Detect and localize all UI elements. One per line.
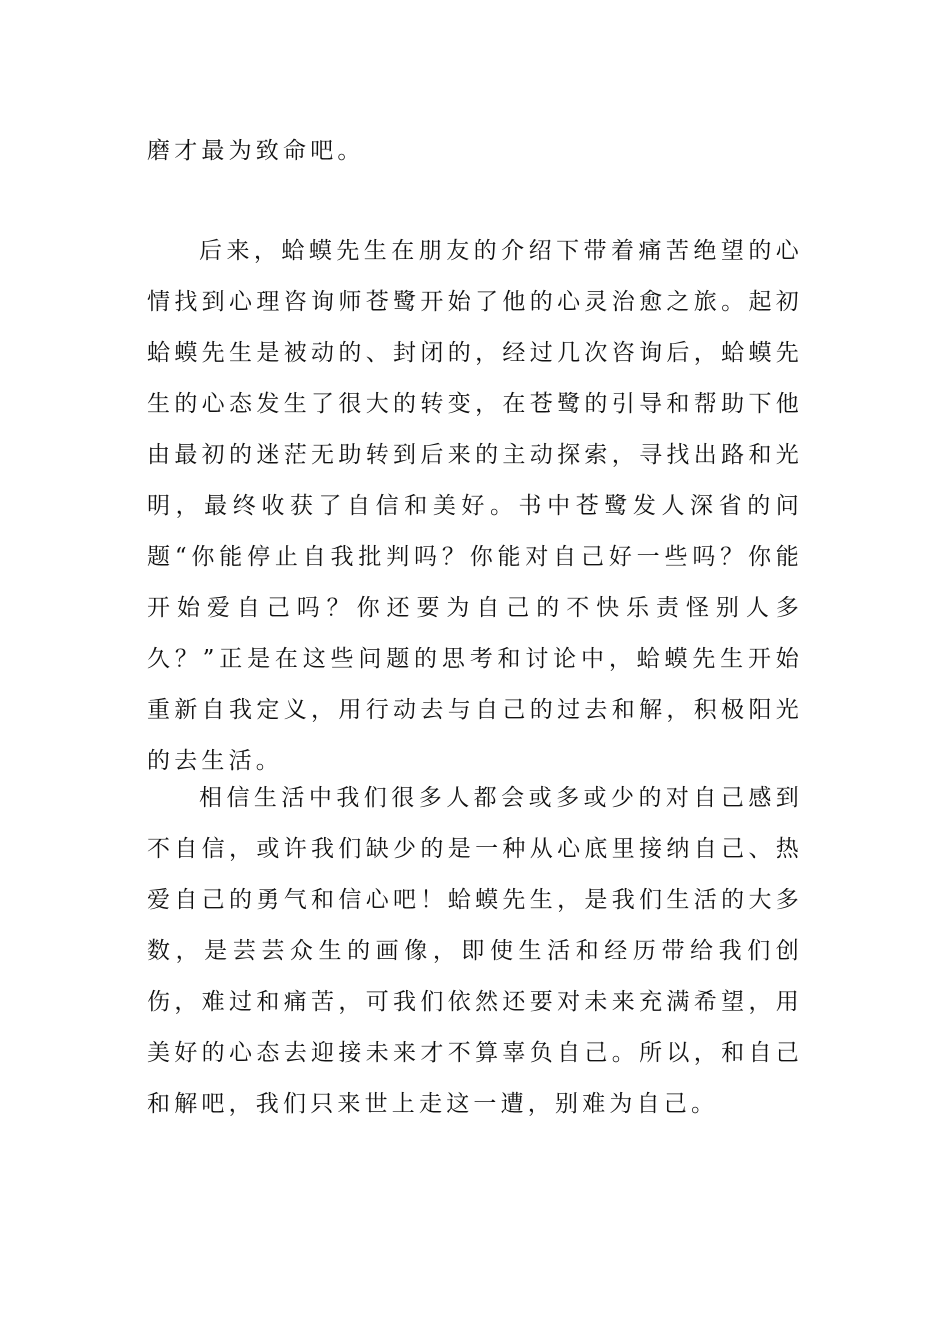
- paragraph-continuation: 磨才最为致命吧。: [147, 138, 365, 164]
- paragraph-self-acceptance: 相信生活中我们很多人都会或多或少的对自己感到不自信，或许我们缺少的是一种从心底里接纳自己、热爱自己的勇气和信心吧！蛤蟆先生，是我们生活的大多数，是芸芸众生的画像，即使生活和经历带给我们创伤，难过和痛苦，可我们依然还要对未来充满希望，用美好的心态去迎接未来才不算辜负自己。所以，和自己和解吧，我们只来世上走这一遭，别难为自己。: [147, 785, 803, 1117]
- paragraph-toad-counseling: 后来，蛤蟆先生在朋友的介绍下带着痛苦绝望的心情找到心理咨询师苍鹭开始了他的心灵治愈之旅。起初蛤蟆先生是被动的、封闭的，经过几次咨询后，蛤蟆先生的心态发生了很大的转变，在苍鹭的引导和帮助下他由最初的迷茫无助转到后来的主动探索，寻找出路和光明，最终收获了自信和美好。书中苍鹭发人深省的问题“你能停止自我批判吗？你能对自己好一些吗？你能开始爱自己吗？你还要为自己的不快乐责怪别人多久？”正是在这些问题的思考和讨论中，蛤蟆先生开始重新自我定义，用行动去与自己的过去和解，积极阳光的去生活。: [147, 238, 803, 774]
